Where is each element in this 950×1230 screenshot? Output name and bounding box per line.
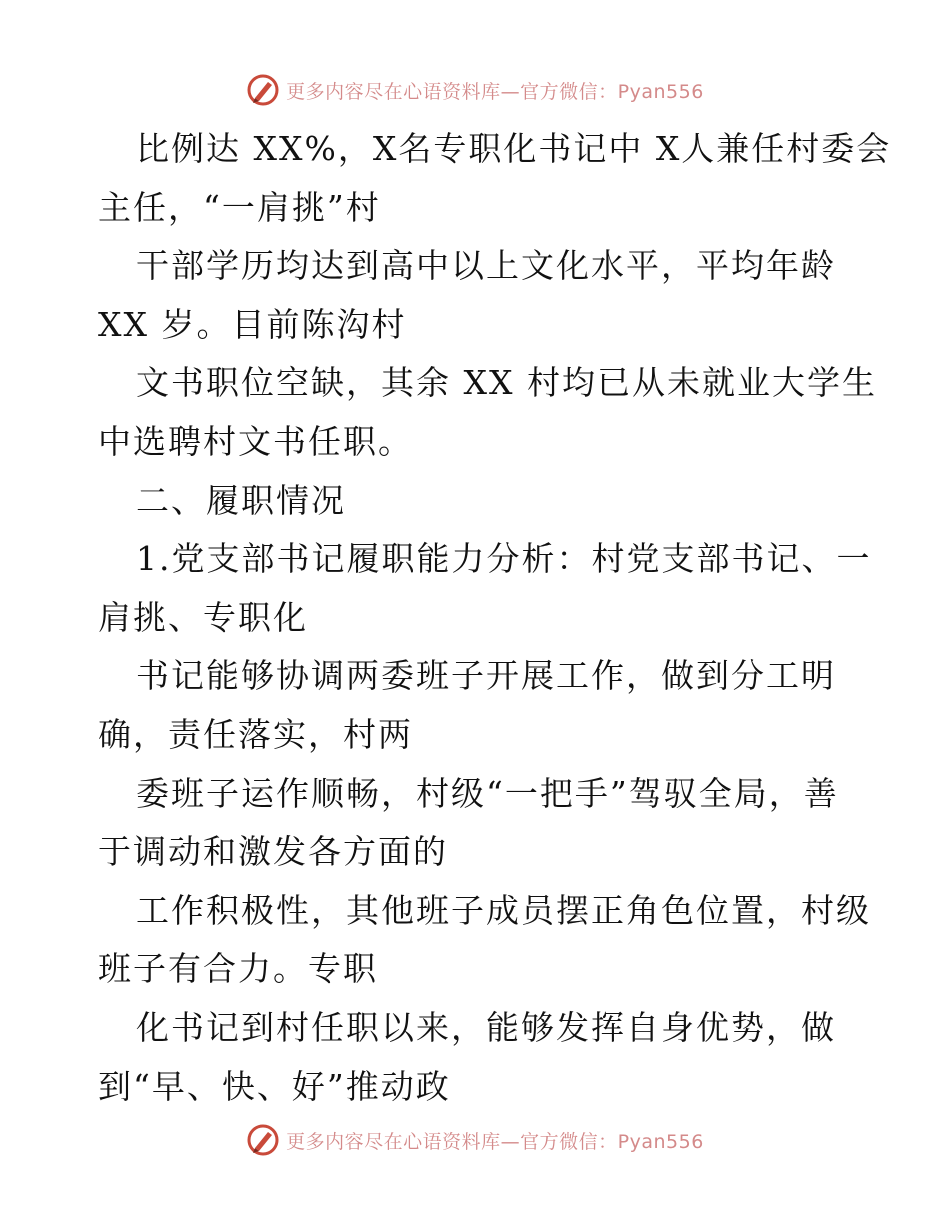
paragraph-line: 文书职位空缺，其余 XX 村均已从未就业大学生: [136, 363, 877, 403]
paragraph-line: 书记能够协调两委班子开展工作，做到分工明: [136, 656, 836, 696]
pen-circle-logo-icon: [246, 1123, 280, 1157]
paragraph-line: 确，责任落实，村两: [98, 714, 413, 754]
paragraph-line: 肩挑、专职化: [98, 597, 308, 637]
paragraph-line: XX 岁。目前陈沟村: [98, 304, 407, 344]
paragraph-line: 班子有合力。专职: [98, 949, 378, 989]
paragraph-line: 工作积极性，其他班子成员摆正角色位置，村级: [136, 890, 871, 930]
paragraph-line: 比例达 XX%，X名专职化书记中 X人兼任村委会: [136, 129, 892, 168]
header-banner: [0, 72, 950, 108]
footer-banner: [0, 1122, 950, 1158]
paragraph-line: 1.党支部书记履职能力分析：村党支部书记、一: [136, 539, 872, 579]
header-banner-text: 更多内容尽在心语资料库—官方微信：Pyan556: [286, 80, 704, 103]
document-body: [98, 120, 892, 1116]
paragraph-line: 化书记到村任职以来，能够发挥自身优势，做: [136, 1007, 836, 1047]
paragraph-line: 委班子运作顺畅，村级“一把手”驾驭全局，善: [136, 773, 839, 813]
footer-banner-text: 更多内容尽在心语资料库—官方微信：Pyan556: [286, 1130, 704, 1153]
paragraph-line: 于调动和激发各方面的: [98, 832, 448, 872]
section-heading: 二、履职情况: [136, 480, 346, 520]
paragraph-line: 中选聘村文书任职。: [98, 421, 413, 461]
paragraph-line: 主任，“一肩挑”村: [98, 187, 381, 227]
paragraph-line: 到“早、快、好”推动政: [98, 1066, 451, 1106]
paragraph-line: 干部学历均达到高中以上文化水平，平均年龄: [136, 246, 836, 286]
pen-circle-logo-icon: [246, 73, 280, 107]
